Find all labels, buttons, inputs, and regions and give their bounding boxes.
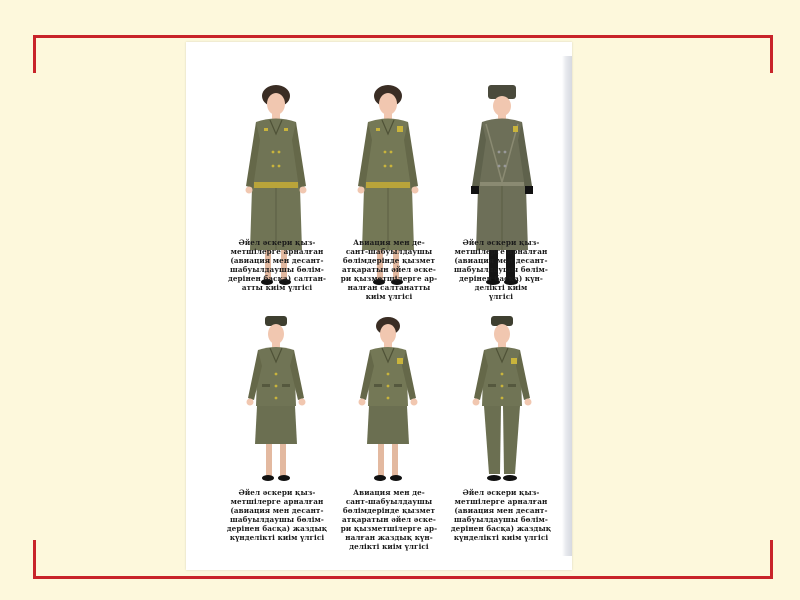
caption-figure-6: Әйел әскери қыз- метшілерге арналған (авиация мен десант- шабуылдаушы бөлім- дерінен басқа) жаздық күнделікті киім үлгісі [450, 488, 552, 542]
frame-line-right-top [770, 35, 773, 73]
frame-line-left-top [33, 35, 36, 73]
figure-summer-jacket-skirt-2 [348, 314, 428, 489]
frame-line-top [33, 35, 773, 38]
caption-figure-3: Әйел әскери қыз- метшілерге арналған (авиация мен десант- шабуылдаушы бөлім- дерінен басқа) күн- делікті киім үлгісі [454, 238, 548, 301]
scanned-book-page [186, 42, 572, 570]
frame-line-left-bottom [33, 540, 36, 579]
caption-figure-4: Әйел әскери қыз- метшілерге арналған (авиация мен десант- шабуылдаушы бөлім- дерінен басқа) жаздық күнделікті киім үлгісі [226, 488, 328, 542]
caption-figure-5: Авиация мен де- сант-шабуылдаушы бөлімдерінде қызмет атқаратын әйел әске- ри қызметшілерге ар- налған жаздық күн- делікті киім үлгісі [340, 488, 438, 551]
caption-figure-1: Әйел әскери қыз- метшілерге арналған (авиация мен десант- шабуылдаушы бөлім- дерінен басқа) салтан- атты киім үлгісі [227, 238, 327, 292]
figure-summer-jacket-skirt-1 [236, 314, 316, 489]
frame-line-right-bottom [770, 540, 773, 579]
figure-summer-jacket-trousers [462, 314, 542, 489]
caption-figure-2: Авиация мен де- сант-шабуылдаушы бөлімдерінде қызмет атқаратын әйел әске- ри қызметшілерге ар- налған салтанатты киім үлгісі [340, 238, 438, 301]
frame-line-bottom [33, 576, 773, 579]
page-edge-shadow [562, 56, 572, 556]
